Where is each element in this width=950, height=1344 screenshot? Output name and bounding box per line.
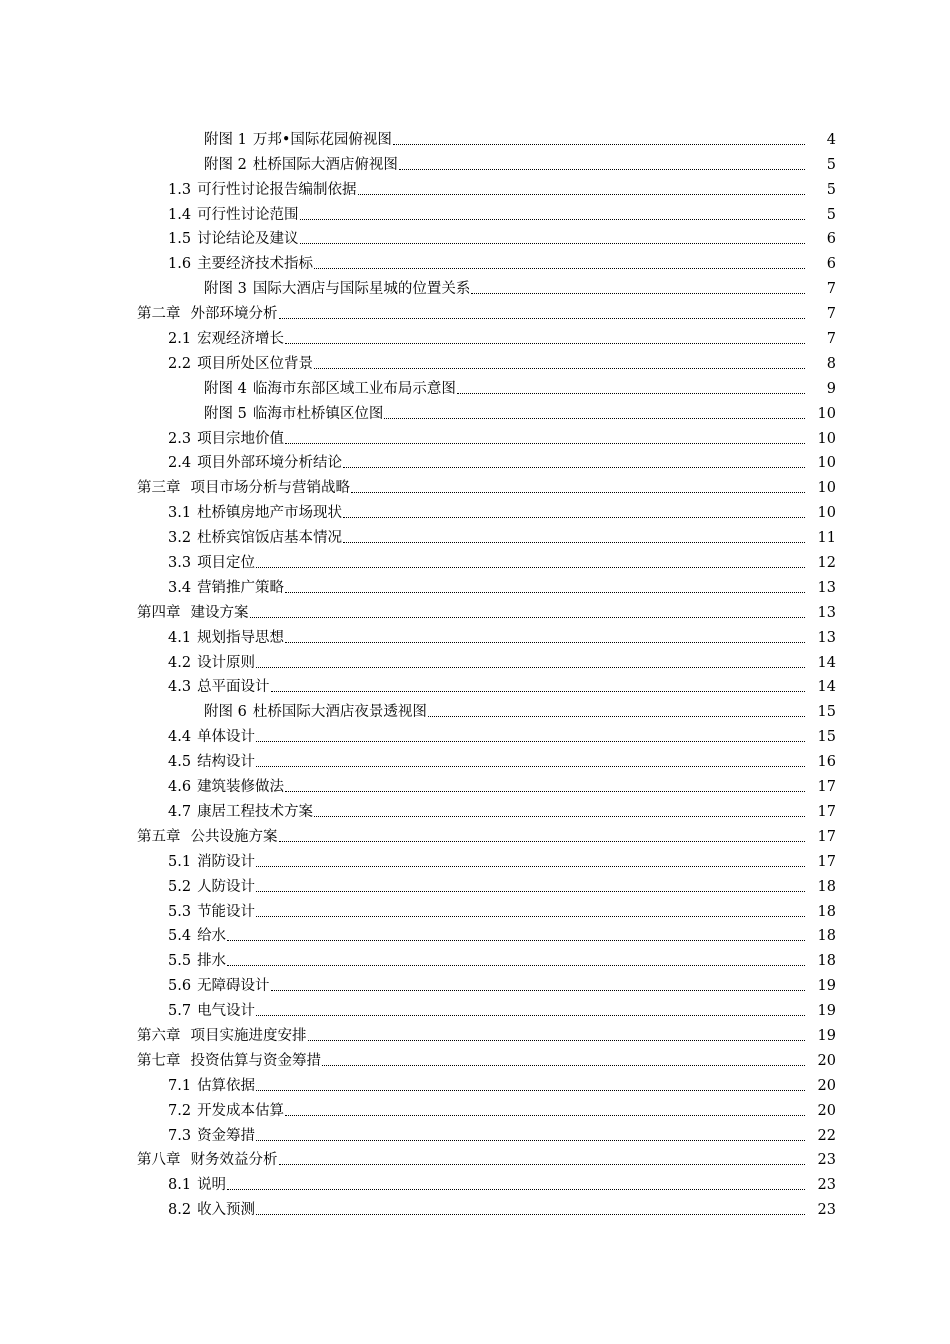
- dot-leader: [285, 642, 805, 643]
- toc-entry-title: 总平面设计: [197, 679, 270, 696]
- dot-leader: [256, 866, 805, 867]
- toc-entry-page-number: 18: [817, 928, 836, 945]
- toc-entry-number: 1.4: [168, 206, 192, 223]
- toc-entry-page-number: 6: [826, 256, 836, 273]
- toc-entry-title: 单体设计: [197, 729, 256, 746]
- toc-entry-title: 万邦•国际花园俯视图: [252, 131, 392, 148]
- toc-entry[interactable]: [0, 174, 950, 199]
- toc-entry-number: 1.5: [168, 231, 192, 248]
- toc-entry-page-number: 17: [817, 779, 836, 796]
- toc-entry-number: 附图 2: [204, 156, 247, 173]
- toc-entry-page-number: 18: [817, 953, 836, 970]
- toc-entry[interactable]: [0, 323, 950, 348]
- toc-entry[interactable]: [0, 423, 950, 448]
- dot-leader: [279, 318, 806, 319]
- toc-entry[interactable]: [0, 746, 950, 771]
- dot-leader: [343, 467, 805, 468]
- toc-entry-title: 项目宗地价值: [197, 430, 285, 447]
- toc-entry-number: 3.3: [168, 555, 192, 572]
- dot-leader: [256, 1140, 805, 1141]
- toc-entry-title: 杜桥镇房地产市场现状: [197, 505, 343, 522]
- toc-entry-page-number: 10: [817, 480, 836, 497]
- toc-entry[interactable]: [0, 597, 950, 622]
- toc-entry-page-number: 17: [817, 803, 836, 820]
- toc-entry[interactable]: [0, 547, 950, 572]
- dot-leader: [256, 1214, 805, 1215]
- toc-entry-page-number: 18: [817, 903, 836, 920]
- toc-entry-title: 项目外部环境分析结论: [197, 455, 343, 472]
- toc-entry-title: 营销推广策略: [197, 579, 285, 596]
- toc-entry-title: 可行性讨论报告编制依据: [197, 181, 357, 198]
- toc-entry-title: 结构设计: [197, 754, 256, 771]
- toc-entry-title: 杜桥国际大酒店夜景透视图: [252, 704, 427, 721]
- toc-entry-page-number: 19: [817, 1003, 836, 1020]
- toc-entry-number: 2.1: [168, 331, 192, 348]
- toc-entry-page-number: 16: [817, 754, 836, 771]
- dot-leader: [256, 916, 805, 917]
- toc-entry-page-number: 17: [817, 853, 836, 870]
- toc-entry-number: 5.7: [168, 1003, 192, 1020]
- toc-entry-title: 投资估算与资金筹措: [190, 1052, 321, 1069]
- toc-entry-title: 收入预测: [197, 1202, 256, 1219]
- toc-entry-title: 项目所处区位背景: [197, 355, 314, 372]
- toc-entry-number: 1.6: [168, 256, 192, 273]
- toc-entry-page-number: 20: [817, 1052, 836, 1069]
- toc-entry-page-number: 23: [817, 1152, 836, 1169]
- dot-leader: [256, 567, 805, 568]
- dot-leader: [227, 940, 805, 941]
- toc-entry-page-number: 6: [826, 231, 836, 248]
- toc-entry[interactable]: [0, 821, 950, 846]
- toc-entry[interactable]: [0, 497, 950, 522]
- toc-entry-page-number: 7: [826, 331, 836, 348]
- toc-entry[interactable]: [0, 248, 950, 273]
- toc-entry-number: 5.5: [168, 953, 192, 970]
- toc-entry[interactable]: [0, 995, 950, 1020]
- toc-entry-page-number: 20: [817, 1102, 836, 1119]
- toc-entry-title: 杜桥国际大酒店俯视图: [252, 156, 398, 173]
- toc-entry-title: 国际大酒店与国际星城的位置关系: [252, 281, 471, 298]
- toc-entry-title: 说明: [197, 1177, 227, 1194]
- toc-entry-title: 项目定位: [197, 555, 256, 572]
- toc-entry-number: 5.3: [168, 903, 192, 920]
- dot-leader: [358, 194, 805, 195]
- dot-leader: [343, 517, 805, 518]
- toc-entry-title: 项目实施进度安排: [190, 1027, 307, 1044]
- toc-entry-title: 消防设计: [197, 853, 256, 870]
- toc-entry[interactable]: [0, 124, 950, 149]
- dot-leader: [399, 169, 805, 170]
- toc-entry-number: 5.6: [168, 978, 192, 995]
- toc-entry-title: 资金筹措: [197, 1127, 256, 1144]
- toc-entry[interactable]: [0, 647, 950, 672]
- toc-entry-number: 3.1: [168, 505, 192, 522]
- toc-entry[interactable]: [0, 672, 950, 697]
- toc-entry[interactable]: [0, 298, 950, 323]
- toc-entry-number: 7.2: [168, 1102, 192, 1119]
- dot-leader: [256, 1090, 805, 1091]
- toc-entry[interactable]: [0, 921, 950, 946]
- dot-leader: [256, 891, 805, 892]
- toc-entry-number: 第六章: [137, 1027, 181, 1044]
- toc-entry[interactable]: [0, 273, 950, 298]
- toc-entry-number: 第四章: [137, 604, 181, 621]
- toc-entry-title: 排水: [197, 953, 227, 970]
- toc-entry-page-number: 11: [817, 530, 836, 547]
- toc-entry-number: 5.2: [168, 878, 192, 895]
- toc-entry-page-number: 13: [817, 629, 836, 646]
- toc-entry-number: 7.3: [168, 1127, 192, 1144]
- toc-entry[interactable]: [0, 224, 950, 249]
- toc-entry-number: 附图 5: [204, 405, 247, 422]
- toc-entry[interactable]: [0, 1169, 950, 1194]
- dot-leader: [393, 144, 805, 145]
- toc-entry-number: 2.2: [168, 355, 192, 372]
- toc-entry-page-number: 14: [817, 679, 836, 696]
- dot-leader: [271, 990, 805, 991]
- toc-entry-number: 4.4: [168, 729, 192, 746]
- toc-entry-page-number: 15: [817, 729, 836, 746]
- toc-entry-number: 4.1: [168, 629, 192, 646]
- dot-leader: [256, 667, 805, 668]
- dot-leader: [285, 1115, 805, 1116]
- toc-entry-title: 临海市东部区域工业布局示意图: [252, 380, 456, 397]
- toc-entry-page-number: 20: [817, 1077, 836, 1094]
- toc-entry-page-number: 14: [817, 654, 836, 671]
- toc-entry[interactable]: [0, 149, 950, 174]
- toc-entry[interactable]: [0, 871, 950, 896]
- toc-entry-title: 建筑装修做法: [197, 779, 285, 796]
- toc-entry-page-number: 17: [817, 828, 836, 845]
- toc-entry-title: 开发成本估算: [197, 1102, 285, 1119]
- toc-entry-number: 2.4: [168, 455, 192, 472]
- dot-leader: [384, 418, 805, 419]
- dot-leader: [285, 791, 805, 792]
- toc-entry[interactable]: [0, 348, 950, 373]
- toc-entry-page-number: 13: [817, 579, 836, 596]
- toc-entry-number: 8.2: [168, 1202, 192, 1219]
- toc-entry-number: 第三章: [137, 480, 181, 497]
- toc-entry-page-number: 9: [826, 380, 836, 397]
- toc-entry-page-number: 10: [817, 455, 836, 472]
- toc-entry-number: 1.3: [168, 181, 192, 198]
- toc-entry[interactable]: [0, 1095, 950, 1120]
- toc-entry-title: 建设方案: [190, 604, 249, 621]
- toc-entry-number: 4.7: [168, 803, 192, 820]
- toc-entry-title: 宏观经济增长: [197, 331, 285, 348]
- toc-entry-page-number: 5: [826, 206, 836, 223]
- toc-entry[interactable]: [0, 970, 950, 995]
- toc-entry-title: 康居工程技术方案: [197, 803, 314, 820]
- dot-leader: [279, 841, 806, 842]
- toc-entry[interactable]: [0, 448, 950, 473]
- toc-entry[interactable]: [0, 1045, 950, 1070]
- toc-entry-number: 第二章: [137, 306, 181, 323]
- toc-entry-page-number: 19: [817, 1027, 836, 1044]
- toc-entry-number: 4.6: [168, 779, 192, 796]
- dot-leader: [227, 1189, 805, 1190]
- toc-entry-page-number: 12: [817, 555, 836, 572]
- toc-entry-page-number: 23: [817, 1177, 836, 1194]
- toc-entry-number: 3.4: [168, 579, 192, 596]
- dot-leader: [300, 219, 805, 220]
- dot-leader: [256, 1015, 805, 1016]
- toc-entry[interactable]: [0, 522, 950, 547]
- toc-entry-number: 3.2: [168, 530, 192, 547]
- toc-entry-title: 电气设计: [197, 1003, 256, 1020]
- toc-entry-title: 杜桥宾馆饭店基本情况: [197, 530, 343, 547]
- toc-entry[interactable]: [0, 945, 950, 970]
- toc-entry[interactable]: [0, 1070, 950, 1095]
- toc-entry[interactable]: [0, 896, 950, 921]
- toc-entry[interactable]: [0, 846, 950, 871]
- toc-entry-number: 4.5: [168, 754, 192, 771]
- toc-entry-page-number: 7: [826, 281, 836, 298]
- toc-entry-title: 外部环境分析: [190, 306, 278, 323]
- toc-entry-page-number: 10: [817, 505, 836, 522]
- dot-leader: [271, 691, 805, 692]
- toc-entry[interactable]: [0, 796, 950, 821]
- toc-entry-title: 公共设施方案: [190, 828, 278, 845]
- dot-leader: [250, 617, 806, 618]
- toc-entry[interactable]: [0, 472, 950, 497]
- toc-entry-number: 第七章: [137, 1052, 181, 1069]
- toc-entry-title: 估算依据: [197, 1077, 256, 1094]
- toc-entry-number: 8.1: [168, 1177, 192, 1194]
- toc-entry[interactable]: [0, 696, 950, 721]
- toc-entry-number: 第五章: [137, 828, 181, 845]
- toc-entry-number: 附图 3: [204, 281, 247, 298]
- dot-leader: [314, 368, 805, 369]
- dot-leader: [256, 766, 805, 767]
- toc-entry-number: 5.4: [168, 928, 192, 945]
- toc-entry-page-number: 4: [826, 131, 836, 148]
- toc-entry-page-number: 22: [817, 1127, 836, 1144]
- dot-leader: [227, 965, 805, 966]
- toc-entry[interactable]: [0, 1145, 950, 1170]
- toc-entry-title: 讨论结论及建议: [197, 231, 299, 248]
- dot-leader: [314, 816, 805, 817]
- toc-entry-title: 规划指导思想: [197, 629, 285, 646]
- toc-entry-page-number: 15: [817, 704, 836, 721]
- toc-entry-number: 附图 6: [204, 704, 247, 721]
- toc-entry[interactable]: [0, 1194, 950, 1219]
- toc-entry[interactable]: [0, 572, 950, 597]
- dot-leader: [428, 716, 805, 717]
- toc-entry[interactable]: [0, 373, 950, 398]
- toc-entry-page-number: 8: [826, 355, 836, 372]
- toc-entry[interactable]: [0, 771, 950, 796]
- toc-entry-title: 可行性讨论范围: [197, 206, 299, 223]
- toc-entry-number: 4.3: [168, 679, 192, 696]
- toc-entry-title: 财务效益分析: [190, 1152, 278, 1169]
- toc-entry-title: 主要经济技术指标: [197, 256, 314, 273]
- toc-entry-title: 临海市杜桥镇区位图: [252, 405, 384, 422]
- dot-leader: [471, 293, 805, 294]
- dot-leader: [457, 393, 805, 394]
- toc-entry[interactable]: [0, 398, 950, 423]
- toc-entry-page-number: 7: [826, 306, 836, 323]
- dot-leader: [322, 1065, 805, 1066]
- toc-entry-number: 5.1: [168, 853, 192, 870]
- toc-entry-title: 节能设计: [197, 903, 256, 920]
- toc-entry[interactable]: [0, 199, 950, 224]
- dot-leader: [308, 1040, 806, 1041]
- toc-entry-number: 2.3: [168, 430, 192, 447]
- toc-entry-page-number: 18: [817, 878, 836, 895]
- toc-entry-title: 给水: [197, 928, 227, 945]
- toc-entry-title: 设计原则: [197, 654, 256, 671]
- dot-leader: [314, 268, 805, 269]
- toc-entry-number: 附图 1: [204, 131, 247, 148]
- toc-entry-page-number: 13: [817, 604, 836, 621]
- toc-entry-page-number: 5: [826, 156, 836, 173]
- toc-entry[interactable]: [0, 1120, 950, 1145]
- dot-leader: [343, 542, 805, 543]
- toc-entry-page-number: 5: [826, 181, 836, 198]
- toc-entry-page-number: 23: [817, 1202, 836, 1219]
- toc-entry-number: 第八章: [137, 1152, 181, 1169]
- dot-leader: [300, 243, 805, 244]
- toc-entry-number: 4.2: [168, 654, 192, 671]
- toc-entry[interactable]: [0, 622, 950, 647]
- toc-entry-page-number: 10: [817, 405, 836, 422]
- toc-entry-title: 无障碍设计: [197, 978, 270, 995]
- toc-entry[interactable]: [0, 721, 950, 746]
- dot-leader: [279, 1164, 806, 1165]
- table-of-contents: [0, 124, 950, 1219]
- toc-entry-title: 人防设计: [197, 878, 256, 895]
- dot-leader: [256, 741, 805, 742]
- toc-entry-title: 项目市场分析与营销战略: [190, 480, 350, 497]
- toc-entry-page-number: 19: [817, 978, 836, 995]
- dot-leader: [351, 492, 805, 493]
- dot-leader: [285, 592, 805, 593]
- toc-entry-number: 附图 4: [204, 380, 247, 397]
- dot-leader: [285, 343, 805, 344]
- toc-entry[interactable]: [0, 1020, 950, 1045]
- dot-leader: [285, 443, 805, 444]
- toc-entry-number: 7.1: [168, 1077, 192, 1094]
- toc-entry-page-number: 10: [817, 430, 836, 447]
